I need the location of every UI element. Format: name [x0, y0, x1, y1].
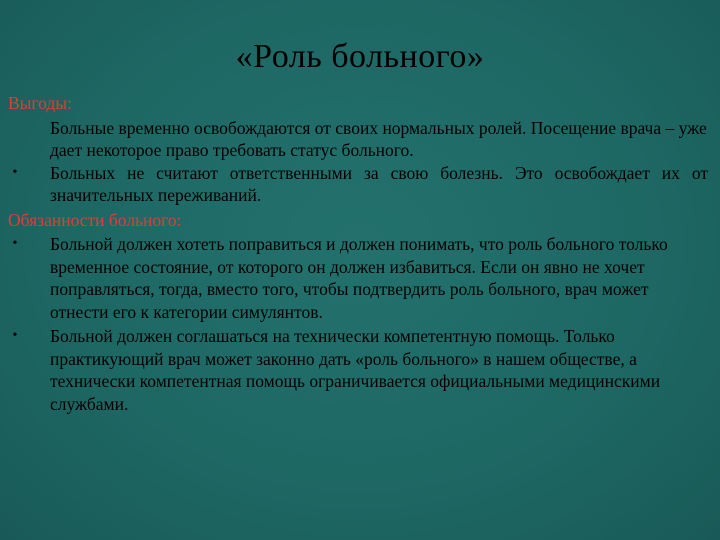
slide-content: [8, 92, 708, 415]
bullet-text: Больной должен соглашаться на технически компетентную помощь. Только практикующий врач может законно дать «роль больного» в нашем обществе, а технически компетентная помощь ограничивается официальными медицинскими службами.: [50, 326, 661, 414]
bullet-text: Больных не считают ответственными за свою болезнь. Это освобождает их от значительных переживаний.: [50, 162, 708, 205]
bullet-icon: •: [12, 236, 18, 251]
bullet-icon: •: [12, 164, 18, 180]
benefits-paragraph: Больные временно освобождаются от своих нормальных ролей. Посещение врача – уже дает некоторое право требовать статус больного.: [50, 117, 707, 160]
bullet-icon: •: [12, 328, 18, 343]
duties-bullet-item: [8, 325, 708, 415]
bullet-text: Больной должен хотеть поправиться и должен понимать, что роль больного только временное состояние, от которого он должен избавиться. Если он явно не хочет поправляться, тогда, вместо того, чтобы подтвердить роль больного, врач может отнести его к категории симулянтов.: [50, 234, 668, 322]
benefits-bullet-item: [8, 162, 708, 207]
duties-bullet-item: [8, 233, 708, 323]
slide-title: «Роль больного»: [235, 38, 485, 75]
section-heading-benefits: Выгоды:: [8, 93, 72, 113]
section-heading-duties: Обязанности больного:: [8, 209, 182, 230]
